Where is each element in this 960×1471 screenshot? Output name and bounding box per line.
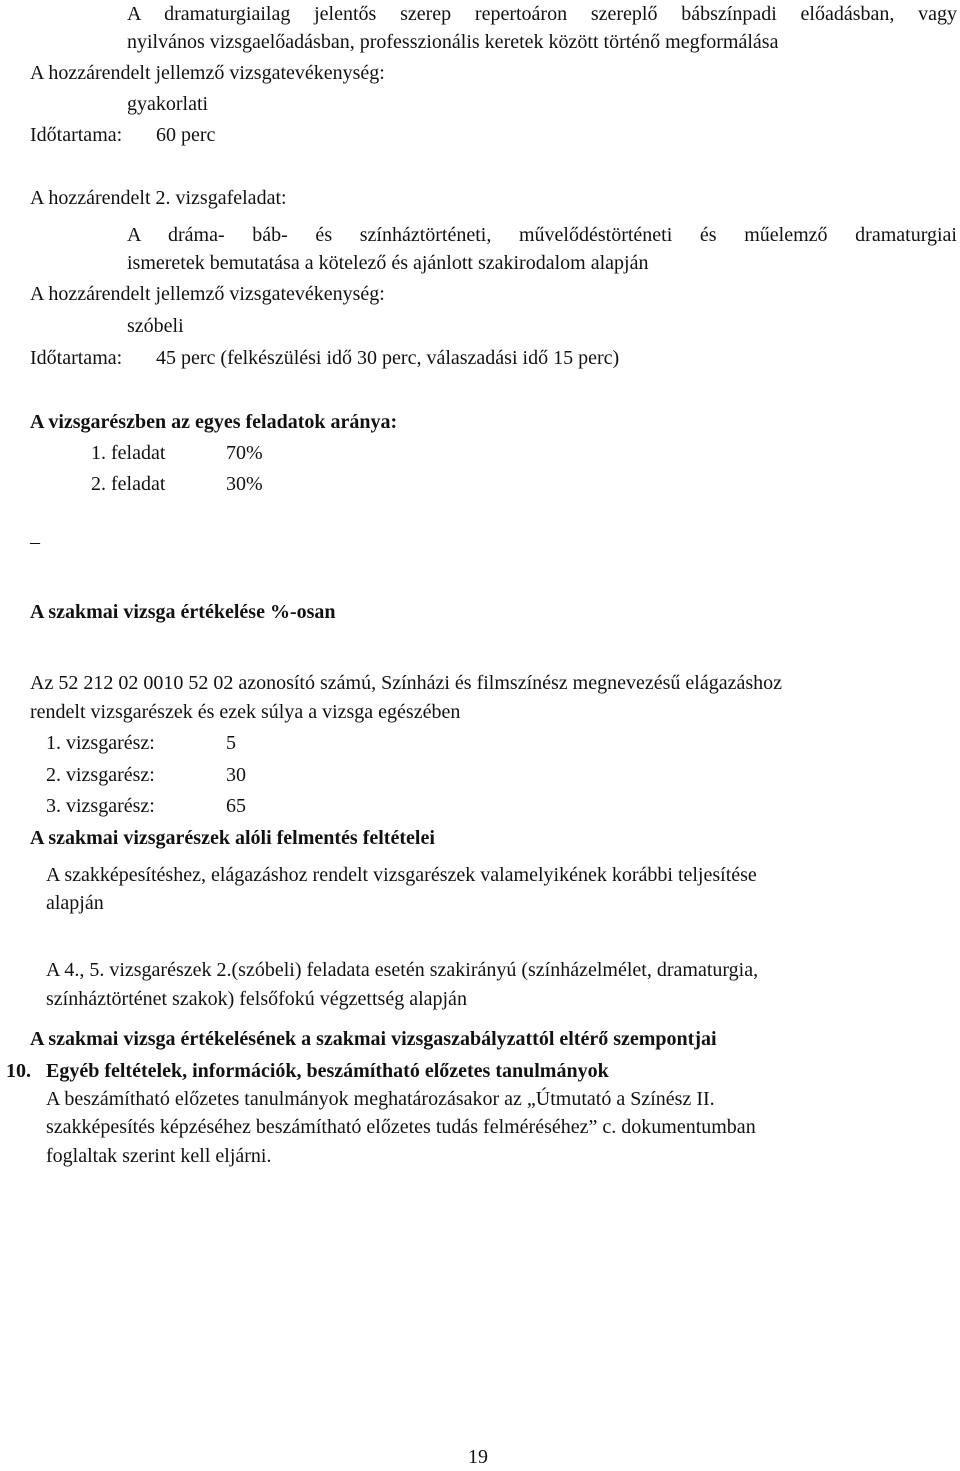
block1-activity-value: gyakorlati xyxy=(127,93,209,115)
block2-activity-label: A hozzárendelt jellemző vizsgatevékenység: xyxy=(30,283,385,305)
dash-separator: – xyxy=(30,531,40,553)
deviation-heading: A szakmai vizsga értékelésének a szakmai vizsgaszabályzattól eltérő szempontjai xyxy=(30,1028,717,1050)
evaluation-intro-line2: rendelt vizsgarészek és ezek súlya a vizsga egészében xyxy=(30,701,461,723)
block1-duration-value: 60 perc xyxy=(156,124,216,146)
block2-duration-value: 45 perc (felkészülési idő 30 perc, válaszadási idő 15 perc) xyxy=(156,347,620,369)
exemption-p1-line1: A szakképesítéshez, elágazáshoz rendelt vizsgarészek valamelyikének korábbi teljesítése xyxy=(46,864,757,886)
block1-activity-label: A hozzárendelt jellemző vizsgatevékenység: xyxy=(30,62,385,84)
block2-desc-line2: ismeretek bemutatása a kötelező és ajánlott szakirodalom alapján xyxy=(127,252,649,274)
evaluation-part-1-value: 5 xyxy=(226,732,236,754)
block2-task-label: A hozzárendelt 2. vizsgafeladat: xyxy=(30,187,287,209)
ratio-heading: A vizsgarészben az egyes feladatok aránya: xyxy=(30,411,398,433)
section10-number: 10. xyxy=(6,1060,31,1082)
ratio-item-1-label: 1. feladat xyxy=(91,442,166,464)
section10-line1: A beszámítható előzetes tanulmányok meghatározásakor az „Útmutató a Színész II. xyxy=(46,1088,715,1110)
ratio-item-1-value: 70% xyxy=(226,442,263,464)
exemption-p2-line1: A 4., 5. vizsgarészek 2.(szóbeli) feladata esetén szakirányú (színházelmélet, dramaturgia, xyxy=(46,959,759,981)
evaluation-part-3-label: 3. vizsgarész: xyxy=(46,795,155,817)
evaluation-intro-line1: Az 52 212 02 0010 52 02 azonosító számú, Színházi és filmszínész megnevezésű elágazáshoz xyxy=(30,672,783,694)
evaluation-part-2-value: 30 xyxy=(226,764,246,786)
evaluation-part-3-value: 65 xyxy=(226,795,246,817)
ratio-item-2-value: 30% xyxy=(226,473,263,495)
exemption-heading: A szakmai vizsgarészek alóli felmentés feltételei xyxy=(30,827,435,849)
evaluation-part-2-label: 2. vizsgarész: xyxy=(46,764,155,786)
evaluation-heading: A szakmai vizsga értékelése %-osan xyxy=(30,601,336,623)
block2-desc-line1: A dráma- báb- és színháztörténeti, művelődéstörténeti és műelemző dramaturgiai xyxy=(127,224,957,246)
page-number: 19 xyxy=(468,1446,488,1468)
exemption-p2-line2: színháztörténet szakok) felsőfokú végzettség alapján xyxy=(46,988,467,1010)
exemption-p1-line2: alapján xyxy=(46,892,104,914)
ratio-item-2-label: 2. feladat xyxy=(91,473,166,495)
block1-duration-label: Időtartama: xyxy=(30,124,123,146)
evaluation-part-1-label: 1. vizsgarész: xyxy=(46,732,155,754)
block2-activity-value: szóbeli xyxy=(127,315,184,337)
section10-heading: Egyéb feltételek, információk, beszámítható előzetes tanulmányok xyxy=(46,1060,609,1082)
section10-line3: foglaltak szerint kell eljárni. xyxy=(46,1145,272,1167)
block1-desc-line2: nyilvános vizsgaelőadásban, professzionális keretek között történő megformálása xyxy=(127,31,779,53)
block1-desc-line1: A dramaturgiailag jelentős szerep repertoáron szereplő bábszínpadi előadásban, vagy xyxy=(127,3,957,25)
section10-line2: szakképesítés képzéséhez beszámítható előzetes tudás felméréséhez” c. dokumentumban xyxy=(46,1116,756,1138)
block2-duration-label: Időtartama: xyxy=(30,347,123,369)
